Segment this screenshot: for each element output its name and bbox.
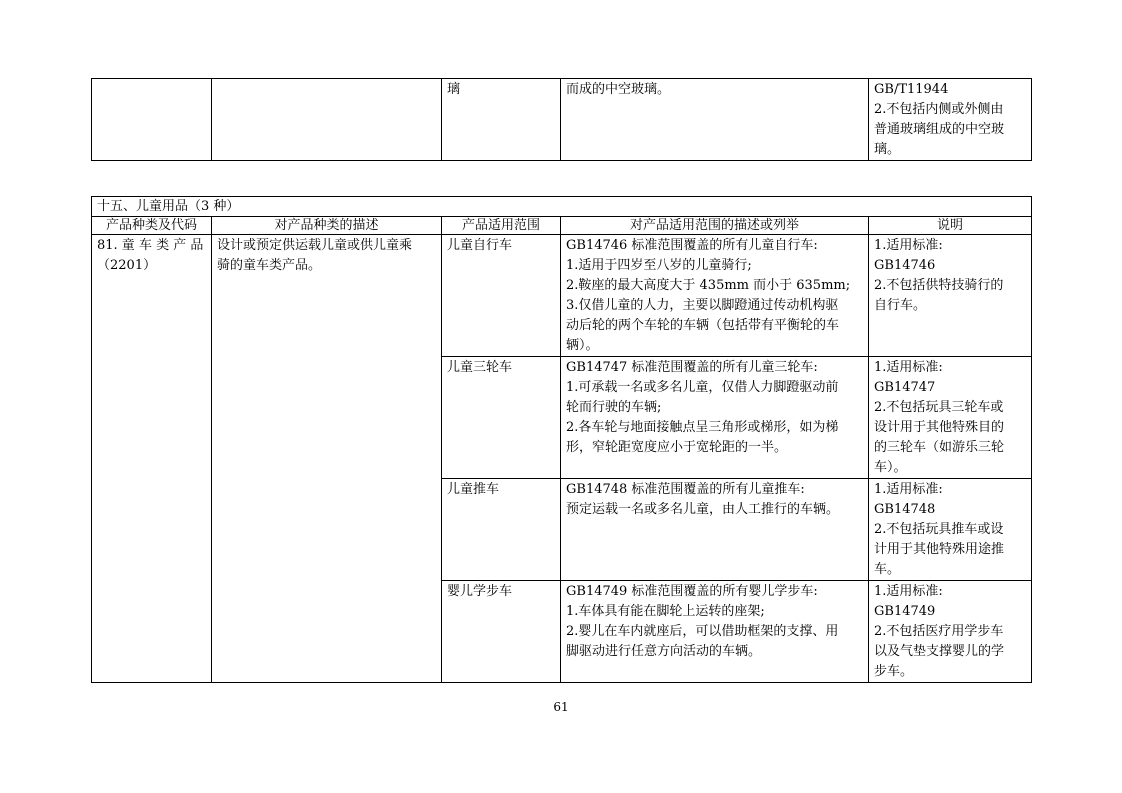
range-cell: 儿童三轮车: [442, 357, 561, 479]
notes-cell: 1.适用标准: GB14748 2.不包括玩具推车或设 计用于其他特殊用途推 车。: [869, 479, 1032, 581]
page-number: 61: [553, 700, 569, 714]
table-row: [92, 79, 1032, 161]
notes-cell: 1.适用标准: GB14747 2.不包括玩具三轮车或 设计用于其他特殊目的 的三轮车（如游乐三轮 车）。: [869, 357, 1032, 479]
note-line: 普通玻璃组成的中空玻: [874, 122, 1005, 137]
continued-table: [91, 78, 1032, 161]
range-cell: 璃: [442, 79, 561, 161]
header-notes: 说明: [869, 217, 1032, 235]
range-description-cell: GB14746 标准范围覆盖的所有儿童自行车: 1.适用于四岁至八岁的儿童骑行; 2.鞍座的最大高度大于 435mm 而小于 635mm; 3.仅借儿童的人力，主要以脚蹬通过传动机构驱 动后轮的两个车轮的车辆（包括带有平衡轮的车 辆）。: [561, 235, 869, 357]
range-description-cell: GB14748 标准范围覆盖的所有儿童推车: 预定运载一名或多名儿童，由人工推行的车辆。: [561, 479, 869, 581]
header-range: 产品适用范围: [442, 217, 561, 235]
header-range-description: 对产品适用范围的描述或列举: [561, 217, 869, 235]
table-row: [92, 235, 1032, 357]
range-cell: 儿童自行车: [442, 235, 561, 357]
category-cell: [92, 79, 212, 161]
note-line: GB/T11944: [874, 82, 949, 97]
header-category-description: 对产品种类的描述: [212, 217, 442, 235]
category-cell: [92, 235, 212, 683]
range-cell: 儿童推车: [442, 479, 561, 581]
note-line: 2.不包括内侧或外侧由: [874, 102, 1004, 117]
header-category: 产品种类及代码: [92, 217, 212, 235]
range-cell: 婴儿学步车: [442, 581, 561, 683]
category-description-cell: [212, 79, 442, 161]
section-title: 十五、儿童用品（3 种）: [92, 197, 1032, 217]
category-code: （2201）: [97, 258, 157, 273]
range-description-cell: GB14747 标准范围覆盖的所有儿童三轮车: 1.可承载一名或多名儿童，仅借人力脚蹬驱动前 轮而行驶的车辆; 2.各车轮与地面接触点呈三角形或梯形，如为梯 形，窄轮距宽度应小于宽轮距的一半。: [561, 357, 869, 479]
children-products-table: [91, 196, 1032, 683]
notes-cell: [869, 79, 1032, 161]
section-title-row: [92, 197, 1032, 217]
header-row: [92, 217, 1032, 235]
notes-cell: 1.适用标准: GB14746 2.不包括供特技骑行的 自行车。: [869, 235, 1032, 357]
category-name: 81. 童 车 类 产 品: [97, 238, 204, 253]
category-description-cell: 设计或预定供运载儿童或供儿童乘 骑的童车类产品。: [212, 235, 442, 683]
range-description-cell: GB14749 标准范围覆盖的所有婴儿学步车: 1.车体具有能在脚轮上运转的座架; 2.婴儿在车内就座后，可以借助框架的支撑、用 脚驱动进行任意方向活动的车辆。: [561, 581, 869, 683]
notes-cell: 1.适用标准: GB14749 2.不包括医疗用学步车 以及气垫支撑婴儿的学 步车。: [869, 581, 1032, 683]
note-line: 璃。: [874, 142, 901, 157]
range-description-cell: 而成的中空玻璃。: [561, 79, 869, 161]
